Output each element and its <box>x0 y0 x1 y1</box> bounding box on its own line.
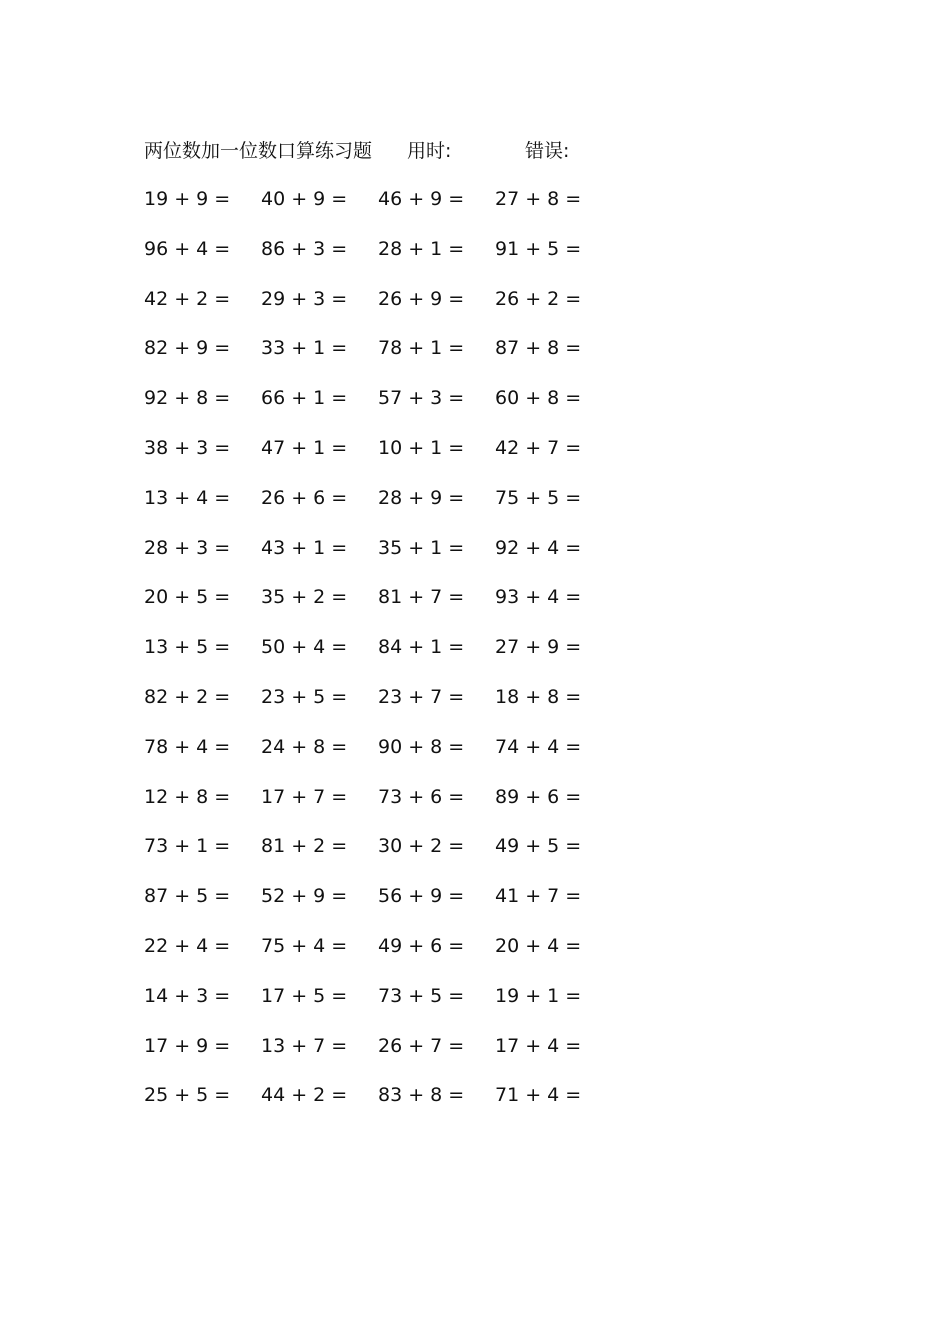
problem-row <box>144 933 624 983</box>
problem-item: 74 + 4 = <box>495 735 582 758</box>
problem-item: 26 + 9 = <box>378 287 465 310</box>
problem-item: 89 + 6 = <box>495 785 582 808</box>
problem-item: 60 + 8 = <box>495 387 582 410</box>
problem-item: 46 + 9 = <box>378 188 465 210</box>
problem-item: 22 + 4 = <box>144 934 231 957</box>
problem-row <box>144 734 624 784</box>
problem-row <box>144 883 624 933</box>
problem-row <box>144 535 624 585</box>
problem-item: 12 + 8 = <box>144 785 231 808</box>
problem-row <box>144 833 624 883</box>
problem-item: 82 + 9 = <box>144 337 231 360</box>
problem-item: 27 + 8 = <box>495 188 582 210</box>
problem-item: 42 + 7 = <box>495 436 582 459</box>
problem-item: 93 + 4 = <box>495 586 582 609</box>
problem-item: 57 + 3 = <box>378 387 465 410</box>
problem-item: 73 + 6 = <box>378 785 465 808</box>
problem-item: 20 + 4 = <box>495 934 582 957</box>
problem-item: 30 + 2 = <box>378 835 465 858</box>
problem-item: 41 + 7 = <box>495 885 582 908</box>
problem-row <box>144 236 624 286</box>
problem-row <box>144 1033 624 1083</box>
problem-grid <box>144 186 624 1132</box>
problem-item: 52 + 9 = <box>261 885 348 908</box>
problem-item: 10 + 1 = <box>378 436 465 459</box>
problem-item: 13 + 7 = <box>261 1034 348 1057</box>
problem-item: 44 + 2 = <box>261 1084 348 1107</box>
problem-row <box>144 186 624 236</box>
problem-row <box>144 286 624 336</box>
time-used-label: 用时: <box>407 140 452 162</box>
problem-item: 84 + 1 = <box>378 636 465 659</box>
problem-item: 73 + 1 = <box>144 835 231 858</box>
problem-item: 43 + 1 = <box>261 536 348 559</box>
problem-item: 17 + 5 = <box>261 984 348 1007</box>
problem-item: 19 + 9 = <box>144 188 231 210</box>
problem-item: 82 + 2 = <box>144 685 231 708</box>
problem-item: 17 + 7 = <box>261 785 348 808</box>
problem-item: 92 + 4 = <box>495 536 582 559</box>
problem-item: 23 + 7 = <box>378 685 465 708</box>
problem-item: 13 + 4 = <box>144 486 231 509</box>
problem-row <box>144 335 624 385</box>
problem-item: 49 + 5 = <box>495 835 582 858</box>
problem-item: 27 + 9 = <box>495 636 582 659</box>
problem-item: 38 + 3 = <box>144 436 231 459</box>
problem-item: 47 + 1 = <box>261 436 348 459</box>
problem-item: 66 + 1 = <box>261 387 348 410</box>
problem-item: 42 + 2 = <box>144 287 231 310</box>
problem-item: 23 + 5 = <box>261 685 348 708</box>
problem-item: 90 + 8 = <box>378 735 465 758</box>
problem-item: 28 + 1 = <box>378 237 465 260</box>
problem-row <box>144 784 624 834</box>
problem-item: 96 + 4 = <box>144 237 231 260</box>
problem-row <box>144 584 624 634</box>
problem-item: 14 + 3 = <box>144 984 231 1007</box>
problem-item: 17 + 9 = <box>144 1034 231 1057</box>
problem-item: 73 + 5 = <box>378 984 465 1007</box>
problem-item: 19 + 1 = <box>495 984 582 1007</box>
problem-item: 75 + 5 = <box>495 486 582 509</box>
problem-item: 26 + 2 = <box>495 287 582 310</box>
problem-item: 13 + 5 = <box>144 636 231 659</box>
worksheet-title: 两位数加一位数口算练习题 <box>144 140 373 162</box>
problem-item: 40 + 9 = <box>261 188 348 210</box>
problem-row <box>144 385 624 435</box>
problem-item: 26 + 7 = <box>378 1034 465 1057</box>
problem-item: 26 + 6 = <box>261 486 348 509</box>
problem-item: 92 + 8 = <box>144 387 231 410</box>
problem-row <box>144 1082 624 1132</box>
problem-item: 75 + 4 = <box>261 934 348 957</box>
problem-item: 18 + 8 = <box>495 685 582 708</box>
problem-item: 91 + 5 = <box>495 237 582 260</box>
problem-item: 20 + 5 = <box>144 586 231 609</box>
problem-item: 25 + 5 = <box>144 1084 231 1107</box>
problem-row <box>144 983 624 1033</box>
problem-row <box>144 634 624 684</box>
problem-item: 29 + 3 = <box>261 287 348 310</box>
problem-item: 50 + 4 = <box>261 636 348 659</box>
problem-item: 33 + 1 = <box>261 337 348 360</box>
problem-item: 24 + 8 = <box>261 735 348 758</box>
problem-item: 81 + 2 = <box>261 835 348 858</box>
problem-item: 81 + 7 = <box>378 586 465 609</box>
problem-row <box>144 485 624 535</box>
problem-item: 83 + 8 = <box>378 1084 465 1107</box>
problem-row <box>144 684 624 734</box>
problem-item: 56 + 9 = <box>378 885 465 908</box>
problem-item: 87 + 8 = <box>495 337 582 360</box>
errors-label: 错误: <box>525 140 570 162</box>
problem-row <box>144 435 624 485</box>
problem-item: 87 + 5 = <box>144 885 231 908</box>
problem-item: 17 + 4 = <box>495 1034 582 1057</box>
problem-item: 28 + 9 = <box>378 486 465 509</box>
problem-item: 49 + 6 = <box>378 934 465 957</box>
problem-item: 86 + 3 = <box>261 237 348 260</box>
problem-item: 78 + 1 = <box>378 337 465 360</box>
problem-item: 71 + 4 = <box>495 1084 582 1107</box>
problem-item: 35 + 2 = <box>261 586 348 609</box>
problem-item: 35 + 1 = <box>378 536 465 559</box>
problem-item: 78 + 4 = <box>144 735 231 758</box>
problem-item: 28 + 3 = <box>144 536 231 559</box>
